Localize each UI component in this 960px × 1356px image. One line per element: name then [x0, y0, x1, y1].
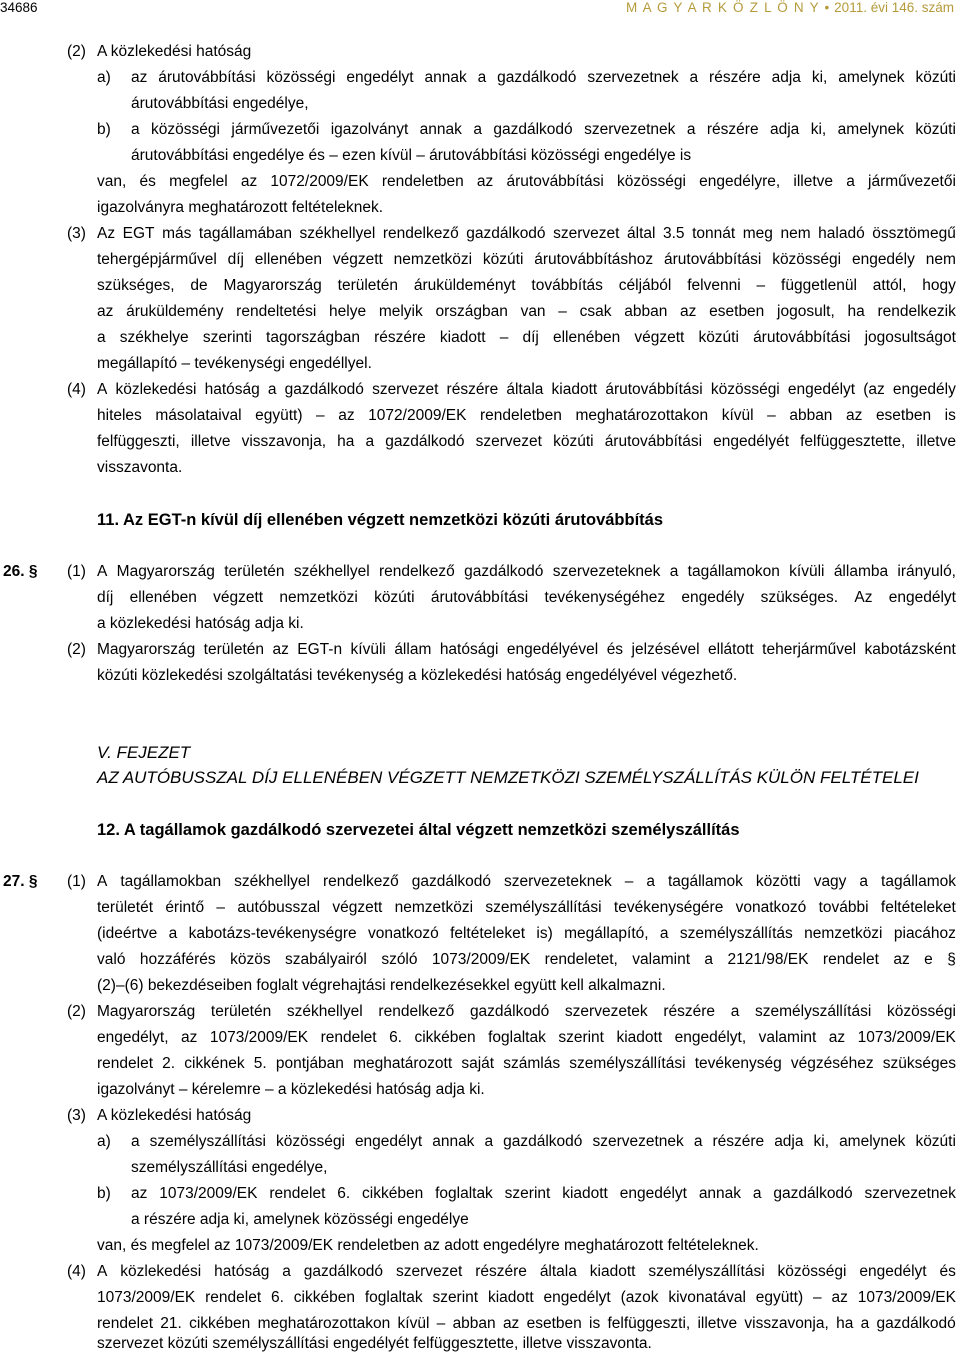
- text-line: a részére adja ki, amelynek közösségi engedélye: [131, 1211, 469, 1228]
- text-line: (ideértve a kabotázs-tevékenységre vonatkozó feltételeket is) megállapító, a személyszállítás nemzetközi piacához: [97, 925, 956, 942]
- paragraph-number: (3): [67, 225, 86, 242]
- point-label: a): [97, 69, 111, 86]
- section-title: 11. Az EGT-n kívül díj ellenében végzett nemzetközi közúti árutovábbítás: [97, 511, 664, 529]
- text-line: visszavonta.: [97, 459, 183, 476]
- paragraph-number: (2): [67, 43, 86, 60]
- text-line: díj ellenében végzett nemzetközi közúti árutovábbítási tevékenységéhez engedély szükséges. Az engedélyt: [97, 589, 956, 606]
- text-line: igazolványra meghatározott feltételeknek.: [97, 199, 384, 216]
- text-line: van, és megfelel az 1073/2009/EK rendeletben az adott engedélyre meghatározott feltételeknek.: [97, 1237, 759, 1254]
- section-title: 12. A tagállamok gazdálkodó szervezetei által végzett nemzetközi személyszállítás: [97, 821, 740, 839]
- text-line: a székhelye szerinti tagországban részére kiadott – díj ellenében végzett közúti árutovábbítási jogosultságot: [97, 329, 956, 346]
- text-line: (2)–(6) bekezdéseiben foglalt végrehajtási rendelkezésekkel együtt kell alkalmazni.: [97, 977, 666, 994]
- publication-name: M A G Y A R K Ö Z L Ö N Y: [625, 0, 820, 15]
- page-number: 34686: [0, 0, 38, 15]
- text-line: igazolványt – kérelemre – a közlekedési hatóság adja ki.: [97, 1081, 485, 1098]
- text-line: A közlekedési hatóság: [97, 43, 252, 60]
- paragraph-label: 27. §: [3, 873, 38, 890]
- page-header: [0, 0, 960, 22]
- text-line: hiteles másolataival együtt) – az 1072/2009/EK rendeletben meghatározottakon kívül – abban az esetben is: [97, 407, 956, 424]
- text-line: közúti közlekedési szolgáltatási tevékenység a közlekedési hatóság engedélyével végezhető.: [97, 667, 738, 684]
- paragraph-label: 26. §: [3, 563, 38, 580]
- point-label: b): [97, 1185, 111, 1202]
- text-line: A közlekedési hatóság: [97, 1107, 252, 1124]
- text-line: árutovábbítási engedélye,: [131, 95, 309, 112]
- text-line: rendelet 21. cikkében meghatározottakon kívül – abban az esetben is felfüggeszti, illetve visszavonja, ha a gazdálkodó: [97, 1315, 956, 1332]
- text-line: a közösségi járművezetői igazolványt annak a gazdálkodó szervezetnek a részére adja ki, amelynek közúti: [131, 121, 956, 138]
- paragraph-number: (2): [67, 641, 86, 658]
- issue-number: 2011. évi 146. szám: [834, 0, 954, 15]
- text-line: felfüggeszti, illetve visszavonja, ha a gazdálkodó szervezet közúti árutovábbítási engedélyét felfüggesztette, illetve: [97, 433, 956, 450]
- text-line: szükséges, de Magyarország területén áruküldeményt továbbítás céljából felvenni – függetlenül attól, hogy: [97, 277, 956, 294]
- text-line: Az EGT más tagállamában székhellyel rendelkező gazdálkodó szervezet által 3.5 tonnát meg nem haladó össztömegű: [97, 225, 956, 242]
- text-line: való hozzáférés közös szabályairól szóló 1073/2009/EK rendeletet, valamint a 2121/98/EK rendelet az e §: [97, 951, 956, 968]
- text-line: a személyszállítási közösségi engedélyt annak a gazdálkodó szervezetnek a részére adja ki, amelynek közúti: [131, 1133, 956, 1150]
- chapter-title: AZ AUTÓBUSSZAL DÍJ ELLENÉBEN VÉGZETT NEMZETKÖZI SZEMÉLYSZÁLLÍTÁS KÜLÖN FELTÉTELEI: [97, 768, 919, 787]
- text-line: A közlekedési hatóság a gazdálkodó szervezet részére általa kiadott árutovábbítási közösségi engedélyt (az engedély: [97, 381, 956, 398]
- text-line: A Magyarország területén székhellyel rendelkező gazdálkodó szervezeteknek a tagállamokon kívüli államba irányuló,: [97, 563, 956, 580]
- text-line: 1073/2009/EK rendelet 6. cikkében foglaltak szerint kiadott engedélyt (azok kivonatával együtt) – az 1073/2009/EK: [97, 1289, 956, 1306]
- paragraph-number: (2): [67, 1003, 86, 1020]
- point-label: a): [97, 1133, 111, 1150]
- paragraph-number: (1): [67, 873, 86, 890]
- text-line: van, és megfelel az 1072/2009/EK rendeletben az árutovábbítási közösségi engedélyre, illetve a járművezetői: [97, 173, 956, 190]
- text-line: árutovábbítási engedélye és – ezen kívül – árutovábbítási közösségi engedélye is: [131, 147, 692, 164]
- chapter-number: V. FEJEZET: [97, 743, 191, 762]
- text-line: az 1073/2009/EK rendelet 6. cikkében foglaltak szerint kiadott engedélyt annak a gazdálkodó szervezetnek: [131, 1185, 956, 1202]
- text-line: az árutovábbítási közösségi engedélyt annak a gazdálkodó szervezetnek a részére adja ki, amelynek közúti: [131, 69, 956, 86]
- point-label: b): [97, 121, 111, 138]
- text-line: A közlekedési hatóság a gazdálkodó szervezet részére általa kiadott személyszállítási közösségi engedélyt és: [97, 1263, 956, 1280]
- text-line: területét érintő – autóbusszal végzett nemzetközi személyszállítási tevékenységére vonatkozó további feltételeket: [97, 899, 956, 916]
- paragraph-number: (4): [67, 1263, 86, 1280]
- text-line: A tagállamokban székhellyel rendelkező gazdálkodó szervezeteknek – a tagállamok közötti vagy a tagállamok: [97, 873, 956, 890]
- text-line: Magyarország területén az EGT-n kívüli állam hatósági engedélyével és jelzésével ellátott teherjárművel kabotázsként: [97, 641, 956, 658]
- text-line: személyszállítási engedélye,: [131, 1159, 328, 1176]
- text-line: engedélyt, az 1073/2009/EK rendelet 6. cikkében foglaltak szerint kiadott engedélyt, valamint az 1073/2009/EK: [97, 1029, 956, 1046]
- text-line: a közlekedési hatóság adja ki.: [97, 615, 304, 632]
- paragraph-number: (4): [67, 381, 86, 398]
- text-line: Magyarország területén székhellyel rendelkező gazdálkodó szervezetek részére a személyszállítási közösségi: [97, 1003, 956, 1020]
- text-line: szervezet közúti személyszállítási engedélyét felfüggesztette, illetve visszavonta.: [97, 1335, 652, 1352]
- text-line: megállapító – tevékenységi engedéllyel.: [97, 355, 372, 372]
- text-line: rendelet 2. cikkének 5. pontjában meghatározott saját számlás személyszállítási tevékenység végzéséhez szükséges: [97, 1055, 956, 1072]
- publication-title: [626, 0, 954, 15]
- text-line: az áruküldemény rendeltetési helye melyik országban van – csak abban az esetben jogosult, ha rendelkezik: [97, 303, 956, 320]
- paragraph-number: (3): [67, 1107, 86, 1124]
- header-bullet: •: [824, 0, 830, 15]
- paragraph-number: (1): [67, 563, 86, 580]
- text-line: tehergépjárművel díj ellenében végzett nemzetközi közúti árutovábbításhoz árutovábbítási közösségi engedély nem: [97, 251, 956, 268]
